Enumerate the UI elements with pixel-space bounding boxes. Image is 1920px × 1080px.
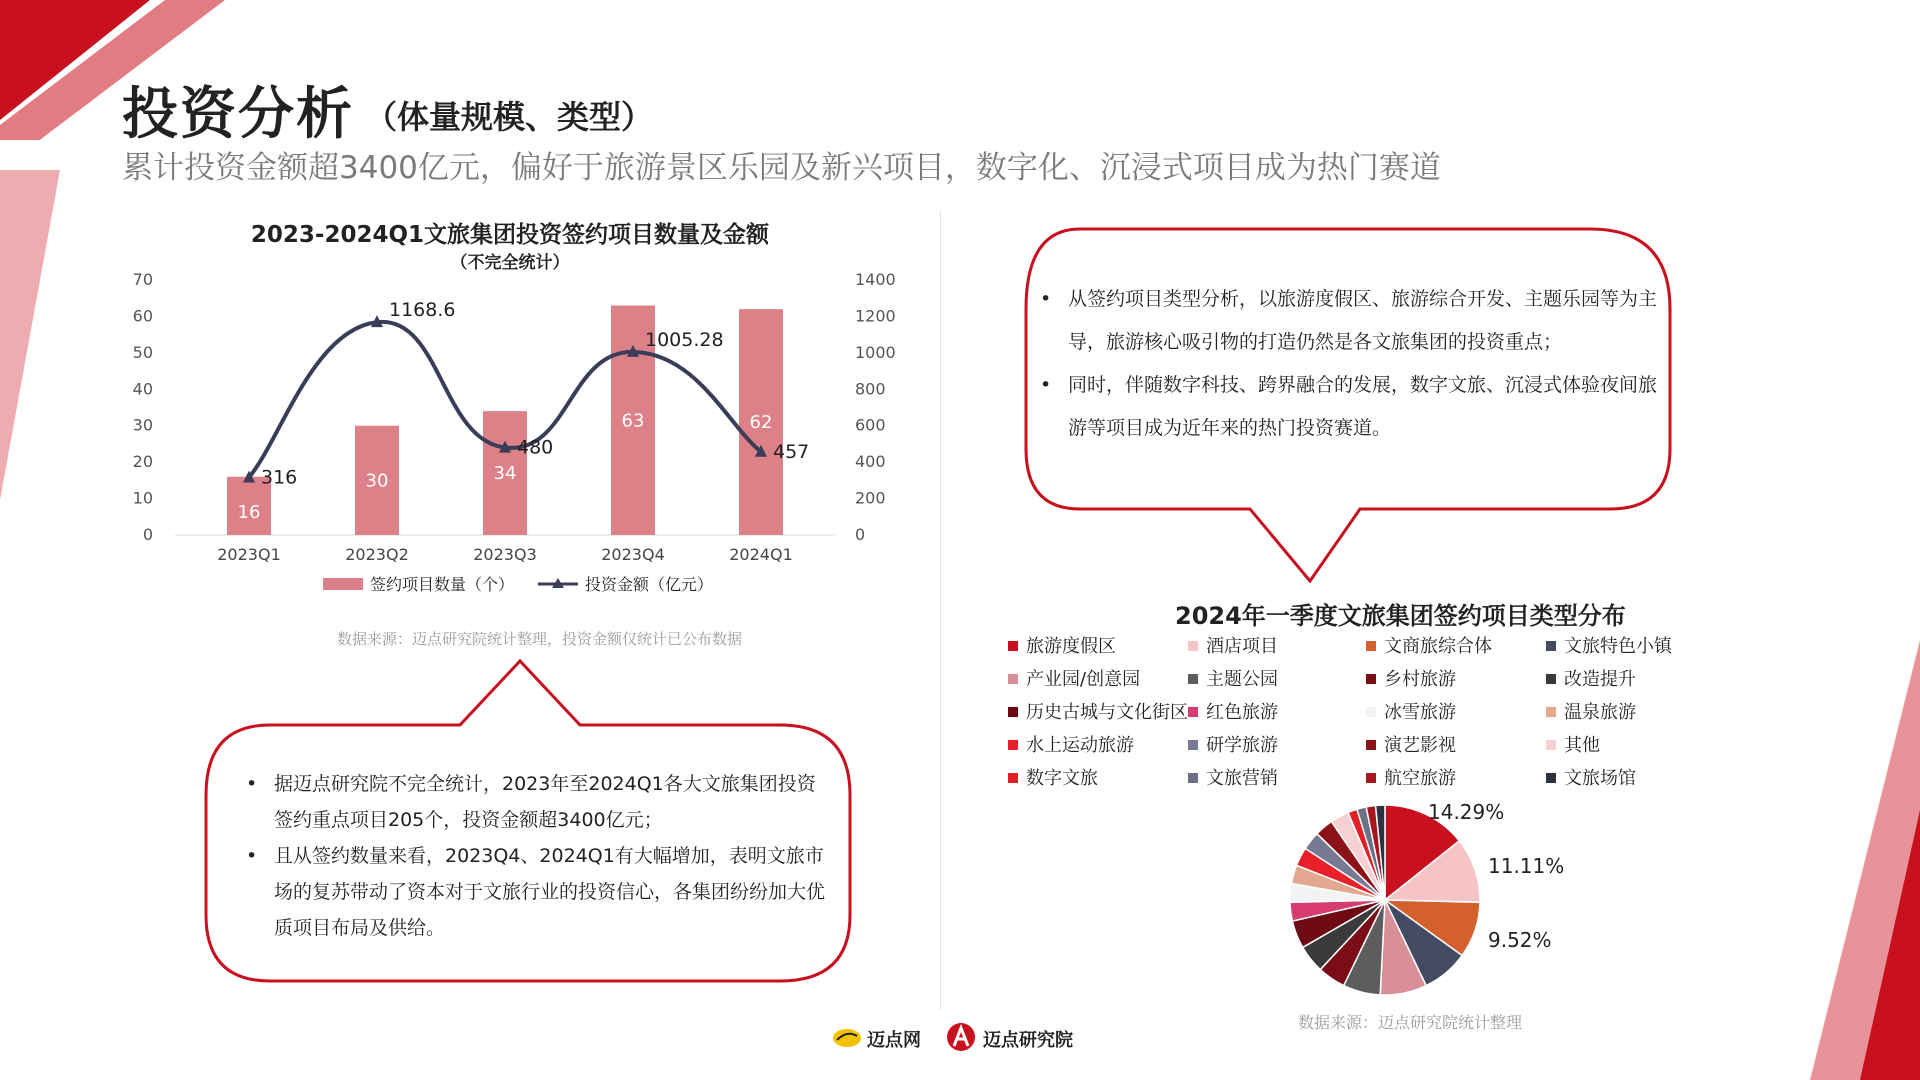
bar-value-label: 16 [237,501,261,523]
legend-swatch [1366,773,1376,783]
legend-swatch [1188,641,1198,651]
page-subtitle: 累计投资金额超3400亿元，偏好于旅游景区乐园及新兴项目，数字化、沉浸式项目成为热门赛道 [122,150,1441,186]
y-right-tick-label: 400 [855,452,886,472]
legend-swatch [1366,707,1376,717]
y-right-tick-label: 200 [855,488,886,508]
column-divider [940,210,941,1010]
legend-item [1188,632,1278,658]
maidian-research-logo-icon [945,1022,977,1052]
line-value-label: 457 [773,440,810,463]
y-right-tick-label: 1000 [855,342,896,362]
x-tick-label: 2023Q4 [601,545,665,564]
legend-swatch [1546,674,1556,684]
bottom-right-corner-decoration [1740,640,1920,1080]
bar-value-label: 30 [365,470,389,492]
legend-swatch [1366,674,1376,684]
y-right-tick-label: 1400 [855,270,896,289]
y-left-tick-label: 0 [142,525,153,544]
pie-label-2: 11.11% [1488,854,1565,878]
left-chart-source: 数据来源：迈点研究院统计整理，投资金额仅统计已公布数据 [337,630,743,648]
legend-item [1008,764,1098,790]
legend-label: 冰雪旅游 [1384,702,1456,723]
legend-item [1008,665,1140,691]
legend-item [1546,698,1636,724]
legend-item [1366,632,1492,658]
legend-label: 文旅场馆 [1564,768,1636,789]
left-callout-item: • 且从签约数量来看，2023Q4、2024Q1有大幅增加，表明文旅市场的复苏带动了资本对于文旅行业的投资信心，各集团纷纷加大优质项目布局及供给。 [246,838,826,946]
legend-swatch [1008,707,1018,717]
y-right-tick-label: 0 [855,525,866,544]
maidian-logo-icon [833,1028,861,1048]
x-tick-label: 2023Q3 [473,545,537,564]
y-left-tick-label: 70 [132,270,153,289]
legend-label: 改造提升 [1564,669,1636,690]
legend-item [1366,665,1456,691]
legend-label: 文旅营销 [1206,768,1278,789]
legend-label-amount: 投资金额（亿元） [585,575,714,594]
legend-swatch [1366,740,1376,750]
legend-swatch [1188,740,1198,750]
pie-chart [1280,795,1490,1005]
x-tick-label: 2023Q2 [345,545,409,564]
legend-label-count: 签约项目数量（个） [370,575,515,594]
y-left-tick-label: 20 [132,452,153,472]
legend-item [1008,632,1116,658]
legend-swatch [1546,740,1556,750]
logo-maidian-research: 迈点研究院 [983,1030,1073,1051]
legend-swatch [1546,773,1556,783]
legend-label: 航空旅游 [1384,768,1456,789]
legend-label: 红色旅游 [1206,702,1278,723]
bar-value-label: 62 [749,412,773,434]
legend-label: 数字文旅 [1026,768,1098,789]
bar-value-label: 34 [493,463,517,485]
legend-swatch [1008,773,1018,783]
x-tick-label: 2024Q1 [729,545,793,564]
legend-swatch [1188,773,1198,783]
legend-item [1008,698,1188,724]
left-edge-decoration [0,170,80,510]
y-right-tick-label: 600 [855,415,886,435]
legend-item [1546,632,1672,658]
legend-label: 产业园/创意园 [1026,669,1141,690]
right-callout-item: • 从签约项目类型分析，以旅游度假区、旅游综合开发、主题乐园等为主导，旅游核心吸引物的打造仍然是各文旅集团的投资重点； [1040,278,1660,364]
y-left-tick-label: 30 [132,415,153,435]
legend-swatch-count [323,578,363,590]
line-value-label: 316 [261,466,298,489]
y-right-tick-label: 1200 [855,306,896,326]
bar-value-label: 63 [621,410,645,432]
legend-item [1546,731,1600,757]
line-value-label: 1005.28 [645,328,724,351]
legend-swatch [1546,707,1556,717]
legend-item [1008,731,1134,757]
legend-label: 研学旅游 [1206,735,1278,756]
legend-item [1188,731,1278,757]
x-tick-label: 2023Q1 [217,545,281,564]
legend-swatch [1188,674,1198,684]
pie-label-1: 14.29% [1428,800,1505,824]
legend-item [1188,665,1278,691]
legend-label: 演艺影视 [1384,735,1456,756]
legend-label: 旅游度假区 [1026,636,1116,657]
line-value-label: 1168.6 [389,299,456,322]
legend-item [1188,698,1278,724]
right-callout-text [1040,278,1660,450]
legend-item [1366,764,1456,790]
y-left-tick-label: 60 [132,306,153,326]
y-left-tick-label: 10 [132,488,153,508]
page-title: 投资分析 [122,82,354,147]
y-right-tick-label: 800 [855,379,886,399]
left-callout-item: • 据迈点研究院不完全统计，2023年至2024Q1各大文旅集团投资签约重点项目205个，投资金额超3400亿元； [246,766,826,838]
legend-item [1546,665,1636,691]
legend-item [1546,764,1636,790]
line-value-label: 480 [517,436,554,459]
legend-label: 温泉旅游 [1564,702,1636,723]
legend-label: 水上运动旅游 [1026,735,1134,756]
legend-label: 历史古城与文化街区 [1026,702,1188,723]
chart-title: 2023-2024Q1文旅集团投资签约项目数量及金额 [250,222,770,248]
right-callout-item: • 同时，伴随数字科技、跨界融合的发展，数字文旅、沉浸式体验夜间旅游等项目成为近年来的热门投资赛道。 [1040,364,1660,450]
legend-swatch [1366,641,1376,651]
legend-label: 文商旅综合体 [1384,636,1492,657]
pie-chart-title: 2024年一季度文旅集团签约项目类型分布 [1175,602,1626,630]
legend-label: 主题公园 [1206,669,1278,690]
pie-chart-source: 数据来源：迈点研究院统计整理 [1298,1013,1523,1032]
legend-item [1366,731,1456,757]
page-title-qualifier: （体量规模、类型） [365,98,654,136]
left-callout-text [246,766,826,946]
legend-item [1366,698,1456,724]
legend-swatch [1008,740,1018,750]
y-left-tick-label: 50 [132,342,153,362]
chart-subtitle: （不完全统计） [450,253,570,273]
legend-label: 乡村旅游 [1384,669,1456,690]
legend-label: 其他 [1564,735,1600,756]
combo-chart [110,212,920,612]
legend-label: 酒店项目 [1206,636,1278,657]
pie-label-3: 9.52% [1488,928,1552,952]
legend-label: 文旅特色小镇 [1564,636,1672,657]
legend-swatch [1008,641,1018,651]
legend-item [1188,764,1278,790]
y-left-tick-label: 40 [132,379,153,399]
legend-swatch [1008,674,1018,684]
legend-swatch [1546,641,1556,651]
logo-maidian: 迈点网 [867,1030,921,1051]
legend-swatch [1188,707,1198,717]
